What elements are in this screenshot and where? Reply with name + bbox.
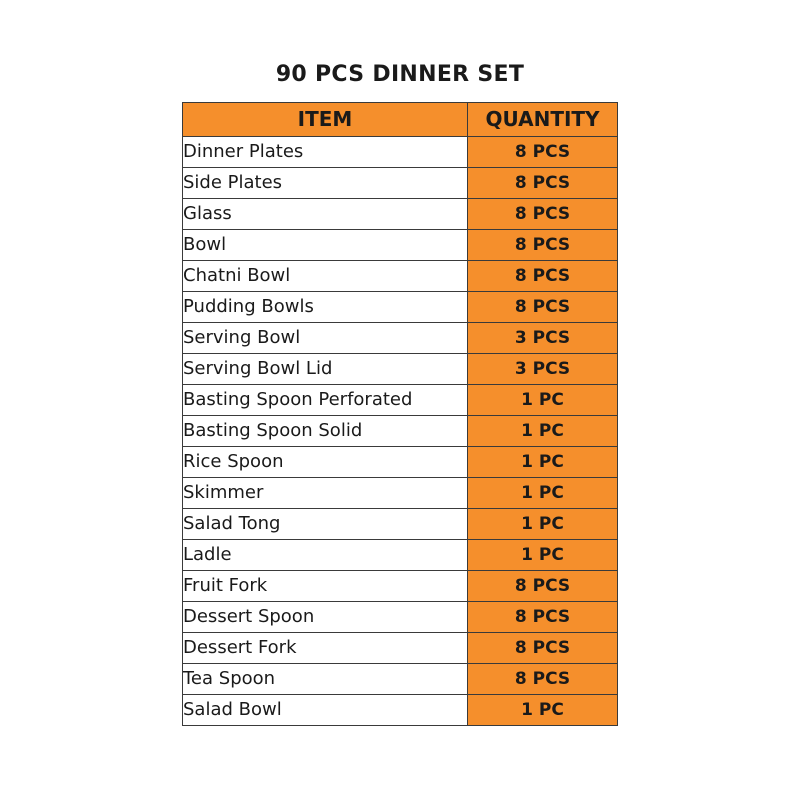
table-row	[183, 540, 618, 571]
table-row	[183, 354, 618, 385]
table-row	[183, 230, 618, 261]
item-name: Ladle	[183, 540, 468, 571]
item-quantity: 3 PCS	[468, 354, 618, 385]
table-row	[183, 261, 618, 292]
item-quantity: 8 PCS	[468, 168, 618, 199]
table-row	[183, 571, 618, 602]
item-name: Rice Spoon	[183, 447, 468, 478]
item-quantity: 8 PCS	[468, 664, 618, 695]
item-name: Skimmer	[183, 478, 468, 509]
table-row	[183, 199, 618, 230]
table-row	[183, 416, 618, 447]
item-name: Dessert Fork	[183, 633, 468, 664]
item-name: Side Plates	[183, 168, 468, 199]
table-row	[183, 664, 618, 695]
item-quantity: 8 PCS	[468, 199, 618, 230]
item-quantity: 1 PC	[468, 447, 618, 478]
item-quantity: 1 PC	[468, 695, 618, 726]
item-name: Dessert Spoon	[183, 602, 468, 633]
table-row	[183, 509, 618, 540]
item-name: Basting Spoon Solid	[183, 416, 468, 447]
table-row	[183, 478, 618, 509]
item-name: Serving Bowl Lid	[183, 354, 468, 385]
item-name: Bowl	[183, 230, 468, 261]
table-row	[183, 168, 618, 199]
table-row	[183, 385, 618, 416]
table-row	[183, 602, 618, 633]
item-name: Pudding Bowls	[183, 292, 468, 323]
table-row	[183, 447, 618, 478]
item-name: Salad Bowl	[183, 695, 468, 726]
item-name: Dinner Plates	[183, 137, 468, 168]
item-quantity: 1 PC	[468, 540, 618, 571]
item-quantity: 8 PCS	[468, 261, 618, 292]
item-quantity: 8 PCS	[468, 571, 618, 602]
item-quantity: 8 PCS	[468, 137, 618, 168]
item-name: Tea Spoon	[183, 664, 468, 695]
table-row	[183, 633, 618, 664]
item-name: Chatni Bowl	[183, 261, 468, 292]
item-column-header: ITEM	[183, 103, 468, 137]
item-quantity: 8 PCS	[468, 230, 618, 261]
item-quantity: 8 PCS	[468, 633, 618, 664]
item-quantity: 8 PCS	[468, 292, 618, 323]
item-name: Serving Bowl	[183, 323, 468, 354]
quantity-column-header: QUANTITY	[468, 103, 618, 137]
item-name: Basting Spoon Perforated	[183, 385, 468, 416]
table-row	[183, 323, 618, 354]
page-title: 90 PCS DINNER SET	[275, 62, 525, 87]
item-quantity: 3 PCS	[468, 323, 618, 354]
item-quantity: 1 PC	[468, 385, 618, 416]
table-row	[183, 137, 618, 168]
table-row	[183, 292, 618, 323]
item-quantity: 1 PC	[468, 478, 618, 509]
table-header-row	[183, 103, 618, 137]
item-name: Salad Tong	[183, 509, 468, 540]
item-quantity: 1 PC	[468, 416, 618, 447]
item-name: Fruit Fork	[183, 571, 468, 602]
item-quantity: 8 PCS	[468, 602, 618, 633]
table-row	[183, 695, 618, 726]
item-quantity: 1 PC	[468, 509, 618, 540]
dinner-set-table	[182, 102, 618, 726]
item-name: Glass	[183, 199, 468, 230]
